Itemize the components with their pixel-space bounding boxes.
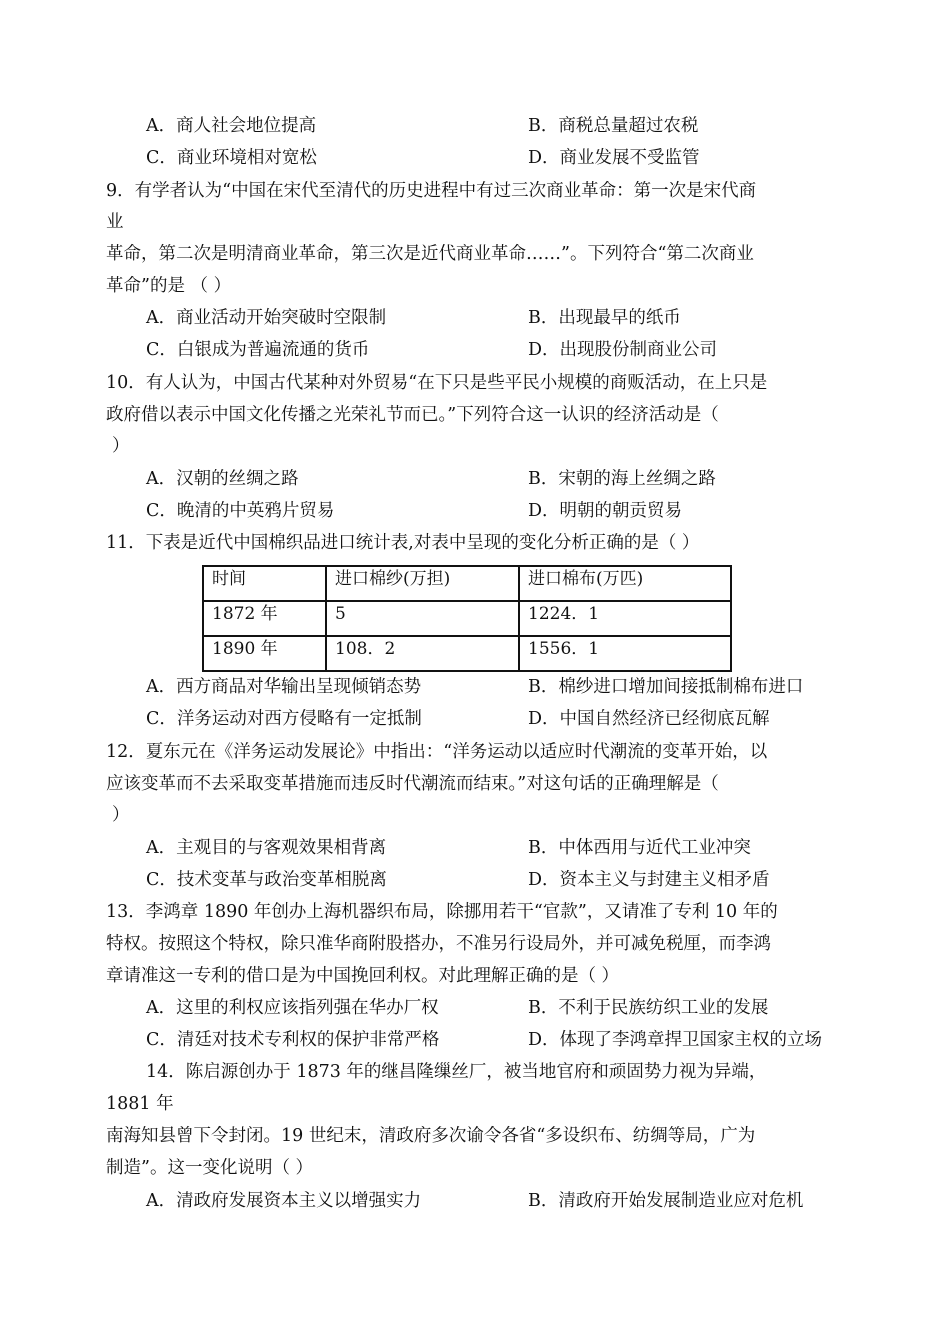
q8-option-c: C．商业环境相对宽松 <box>146 148 317 168</box>
q13-option-d: D．体现了李鸿章捍卫国家主权的立场 <box>528 1030 823 1050</box>
q12-stem-line2: 应该变革而不去采取变革措施而违反时代潮流而结束。”对这句话的正确理解是（ <box>106 774 719 794</box>
table-cell: 1224．1 <box>519 601 731 636</box>
cotton-import-table <box>202 565 732 672</box>
q9-stem-line2: 业 <box>106 212 124 232</box>
q11-option-c: C．洋务运动对西方侵略有一定抵制 <box>146 709 422 729</box>
q11-option-a: A．西方商品对华输出呈现倾销态势 <box>146 677 422 697</box>
q12-stem-line1: 12．夏东元在《洋务运动发展论》中指出：“洋务运动以适应时代潮流的变革开始，以 <box>106 742 768 762</box>
table-header-cell: 进口棉纱(万担) <box>326 566 519 601</box>
q14-option-b: B．清政府开始发展制造业应对危机 <box>528 1191 804 1211</box>
table-cell: 1890 年 <box>203 636 326 671</box>
table-cell: 108．2 <box>326 636 519 671</box>
q14-stem-line3: 南海知县曾下令封闭。19 世纪末，清政府多次谕令各省“多设织布、纺绸等局，广为 <box>106 1126 756 1146</box>
q9-stem-line3: 革命，第二次是明清商业革命，第三次是近代商业革命……”。下列符合“第二次商业 <box>106 244 754 264</box>
q12-option-a: A．主观目的与客观效果相背离 <box>146 838 387 858</box>
q10-option-c: C．晚清的中英鸦片贸易 <box>146 501 335 521</box>
table-cell: 1872 年 <box>203 601 326 636</box>
q10-stem-line2: 政府借以表示中国文化传播之光荣礼节而已。”下列符合这一认识的经济活动是（ <box>106 405 719 425</box>
table-cell: 5 <box>326 601 519 636</box>
q8-option-a: A．商人社会地位提高 <box>146 116 317 136</box>
q14-stem-line2: 1881 年 <box>106 1094 174 1114</box>
q11-option-b: B．棉纱进口增加间接抵制棉布进口 <box>528 677 804 697</box>
table-header-row <box>203 566 731 601</box>
q11-stem-line1: 11．下表是近代中国棉织品进口统计表,对表中呈现的变化分析正确的是（ ） <box>106 533 700 553</box>
q12-option-b: B．中体西用与近代工业冲突 <box>528 838 751 858</box>
table-cell: 1556．1 <box>519 636 731 671</box>
q9-option-a: A．商业活动开始突破时空限制 <box>146 308 387 328</box>
q12-option-c: C．技术变革与政治变革相脱离 <box>146 870 387 890</box>
q14-stem-line1: 14．陈启源创办于 1873 年的继昌隆缫丝厂，被当地官府和顽固势力视为异端， <box>146 1062 767 1082</box>
q13-stem-line3: 章请准这一专利的借口是为中国挽回利权。对此理解正确的是（ ） <box>106 966 620 986</box>
q13-stem-line1: 13．李鸿章 1890 年创办上海机器织布局，除挪用若干“官款”，又请准了专利 10 年的 <box>106 902 778 922</box>
q11-option-d: D．中国自然经济已经彻底瓦解 <box>528 709 770 729</box>
q8-option-b: B．商税总量超过农税 <box>528 116 699 136</box>
table-header-cell: 时间 <box>203 566 326 601</box>
q8-option-d: D．商业发展不受监管 <box>528 148 700 168</box>
q13-stem-line2: 特权。按照这个特权，除只准华商附股搭办，不准另行设局外，并可减免税厘，而李鸿 <box>106 934 771 954</box>
q10-option-b: B．宋朝的海上丝绸之路 <box>528 469 716 489</box>
q10-stem-line3: ） <box>112 436 130 456</box>
q14-option-a: A．清政府发展资本主义以增强实力 <box>146 1191 422 1211</box>
q9-stem-line1: 9．有学者认为“中国在宋代至清代的历史进程中有过三次商业革命：第一次是宋代商 <box>106 181 757 201</box>
q13-option-c: C．清廷对技术专利权的保护非常严格 <box>146 1030 440 1050</box>
q9-option-d: D．出现股份制商业公司 <box>528 340 718 360</box>
q13-option-b: B．不利于民族纺织工业的发展 <box>528 998 769 1018</box>
q9-option-b: B．出现最早的纸币 <box>528 308 681 328</box>
q14-stem-line4: 制造”。这一变化说明（ ） <box>106 1158 314 1178</box>
q9-option-c: C．白银成为普遍流通的货币 <box>146 340 370 360</box>
q12-stem-line3: ） <box>112 805 130 825</box>
table-row <box>203 601 731 636</box>
q10-option-a: A．汉朝的丝绸之路 <box>146 469 299 489</box>
table-header-cell: 进口棉布(万匹) <box>519 566 731 601</box>
q10-option-d: D．明朝的朝贡贸易 <box>528 501 683 521</box>
q12-option-d: D．资本主义与封建主义相矛盾 <box>528 870 770 890</box>
q10-stem-line1: 10．有人认为，中国古代某种对外贸易“在下只是些平民小规模的商贩活动，在上只是 <box>106 373 768 393</box>
q9-stem-line4: 革命”的是 （ ） <box>106 276 232 296</box>
table-row <box>203 636 731 671</box>
q13-option-a: A．这里的利权应该指列强在华办厂权 <box>146 998 439 1018</box>
